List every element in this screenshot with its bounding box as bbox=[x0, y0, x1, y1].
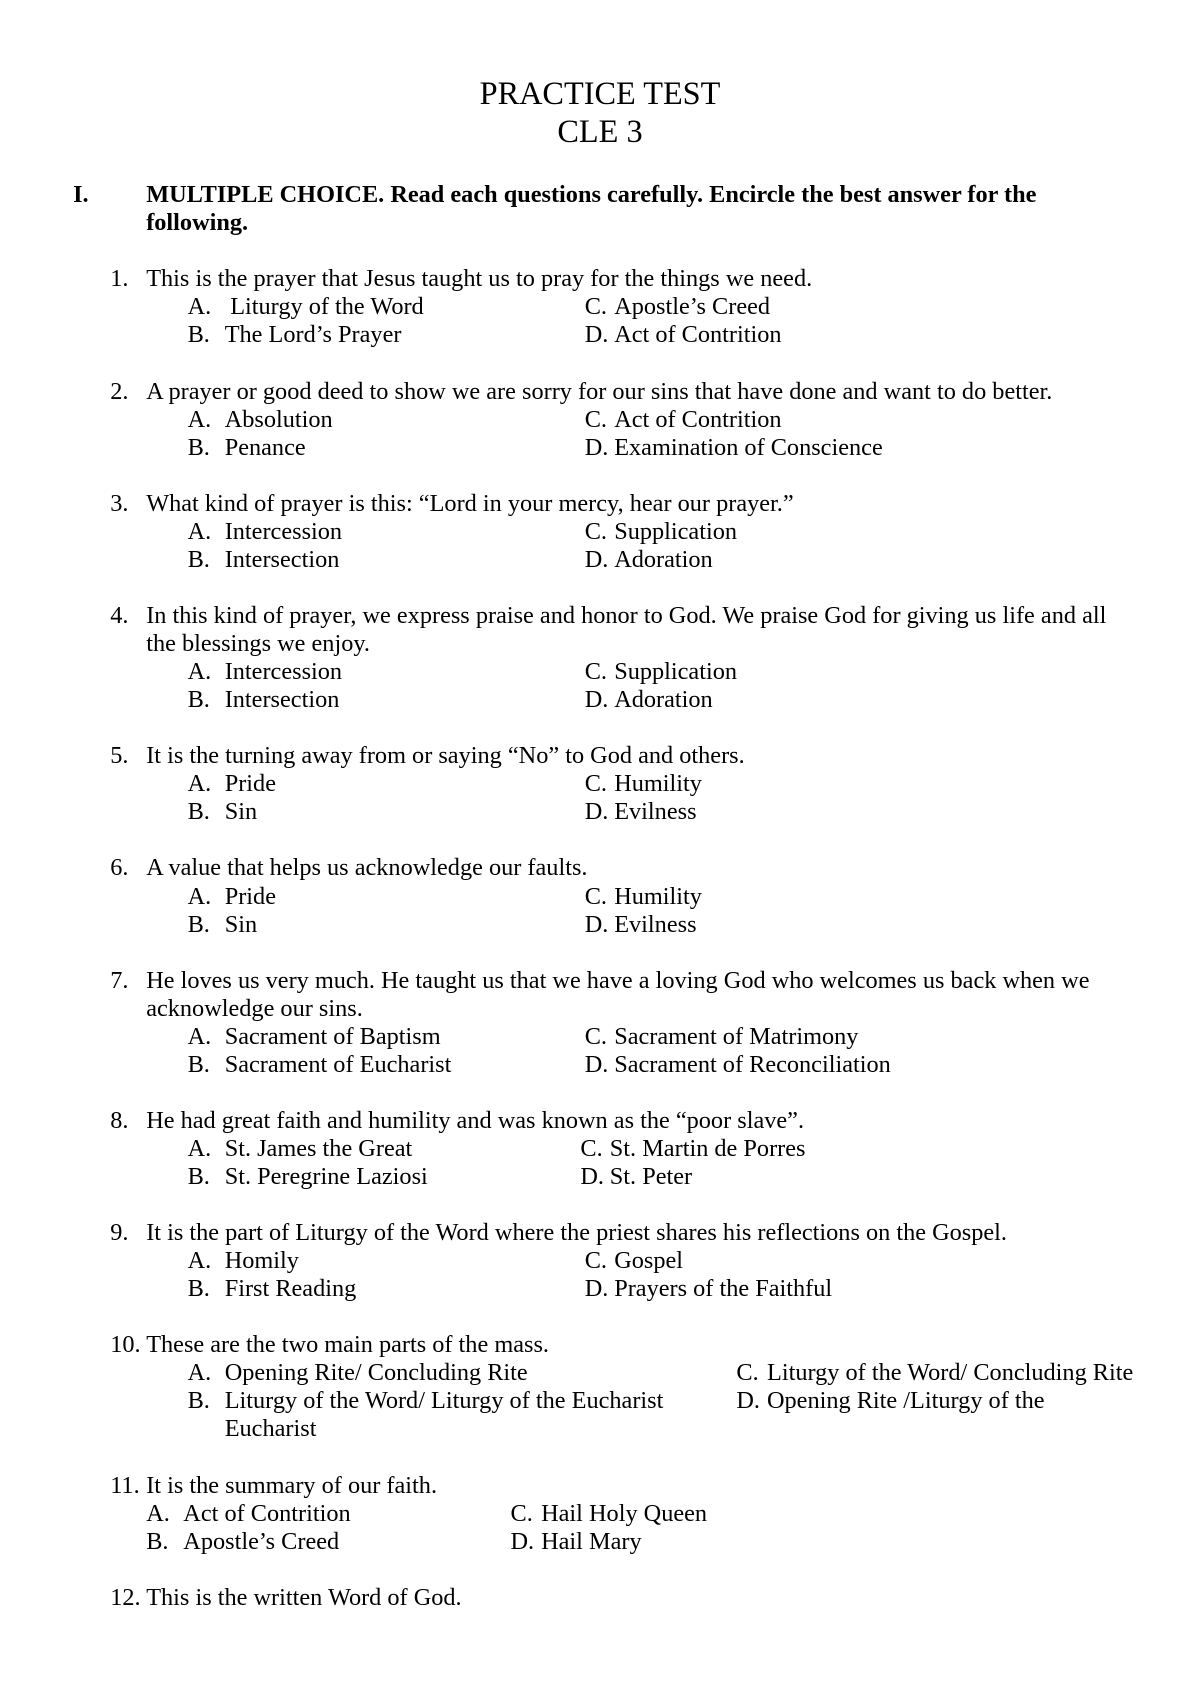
option-b-text: Apostle’s Creed bbox=[183, 1527, 340, 1555]
options-row bbox=[0, 1247, 1200, 1275]
option-a-text: Pride bbox=[224, 770, 276, 798]
option-d-letter: D. bbox=[580, 1163, 605, 1191]
option-a-letter: A. bbox=[187, 1359, 212, 1387]
options-row bbox=[0, 518, 1200, 546]
options-row bbox=[0, 1387, 1100, 1443]
option-c-text: Sacrament of Matrimony bbox=[614, 1022, 859, 1050]
options-row bbox=[0, 658, 1200, 686]
options-row bbox=[0, 1051, 1200, 1079]
option-c-letter: C. bbox=[580, 1134, 603, 1162]
option-a-letter: A. bbox=[187, 293, 212, 321]
option-c-letter: C. bbox=[584, 405, 607, 433]
question-prompt bbox=[0, 265, 1125, 293]
option-d-text: Hail Mary bbox=[541, 1527, 642, 1555]
option-b-letter: B. bbox=[187, 1275, 210, 1303]
question-2 bbox=[0, 378, 1200, 462]
question-11 bbox=[0, 1472, 1200, 1556]
question-number: 12. bbox=[110, 1583, 141, 1611]
option-c-text: Supplication bbox=[614, 658, 738, 686]
question-number: 4. bbox=[110, 601, 129, 629]
section-heading bbox=[0, 181, 1125, 237]
option-b-text: St. Peregrine Laziosi bbox=[224, 1163, 428, 1191]
option-a-text: Liturgy of the Word bbox=[230, 293, 424, 321]
option-d-letter: D. bbox=[584, 545, 609, 573]
option-d-letter: D. bbox=[584, 686, 609, 714]
option-c-text: Act of Contrition bbox=[614, 405, 782, 433]
option-d-letter: D. bbox=[584, 1275, 609, 1303]
option-d-letter: D. bbox=[584, 321, 609, 349]
question-9 bbox=[0, 1219, 1200, 1303]
option-b-text: Sin bbox=[224, 798, 258, 826]
options-row bbox=[0, 321, 1200, 349]
option-b-text: Liturgy of the Word/ Liturgy of the Eucharist bbox=[224, 1387, 664, 1415]
question-text: This is the prayer that Jesus taught us to pray for the things we need. bbox=[146, 265, 813, 293]
question-number: 7. bbox=[110, 966, 129, 994]
question-number: 5. bbox=[110, 742, 129, 770]
question-10 bbox=[0, 1331, 1200, 1443]
option-d-text: Prayers of the Faithful bbox=[614, 1275, 833, 1303]
question-text: A value that helps us acknowledge our faults. bbox=[146, 854, 588, 882]
question-text: A prayer or good deed to show we are sorry for our sins that have done and want to do better. bbox=[146, 377, 1053, 405]
option-a-text: Pride bbox=[224, 882, 276, 910]
options-row bbox=[0, 1135, 1200, 1163]
option-a-letter: A. bbox=[187, 517, 212, 545]
option-b-text: Intersection bbox=[224, 686, 340, 714]
option-a-text: Act of Contrition bbox=[183, 1499, 351, 1527]
option-b-letter: B. bbox=[187, 321, 210, 349]
option-d-text: Adoration bbox=[614, 686, 713, 714]
option-b-letter: B. bbox=[187, 545, 210, 573]
option-a-text: Absolution bbox=[224, 405, 333, 433]
question-prompt bbox=[0, 1472, 1125, 1500]
option-d-text: Evilness bbox=[614, 798, 697, 826]
question-text: These are the two main parts of the mass. bbox=[146, 1331, 549, 1359]
option-d-letter: D. bbox=[584, 1050, 609, 1078]
option-d-text: Evilness bbox=[614, 910, 697, 938]
question-4 bbox=[0, 602, 1200, 714]
option-d-letter: D. bbox=[584, 910, 609, 938]
option-c-text: Apostle’s Creed bbox=[614, 293, 771, 321]
option-c-letter: C. bbox=[510, 1499, 533, 1527]
option-a-text: St. James the Great bbox=[224, 1134, 413, 1162]
option-b-letter: B. bbox=[187, 1050, 210, 1078]
question-number: 6. bbox=[110, 854, 129, 882]
question-8 bbox=[0, 1107, 1200, 1191]
question-prompt bbox=[0, 1107, 1125, 1135]
options-row bbox=[0, 1528, 1200, 1556]
option-d-text: Opening Rite /Liturgy of the Eucharist bbox=[224, 1387, 1045, 1443]
test-content bbox=[0, 181, 1200, 1612]
question-prompt bbox=[0, 1584, 1125, 1612]
section-instructions: MULTIPLE CHOICE. Read each questions carefully. Encircle the best answer for the following. bbox=[146, 181, 1037, 237]
option-c-letter: C. bbox=[584, 1247, 607, 1275]
question-12 bbox=[0, 1584, 1200, 1612]
option-a-text: Sacrament of Baptism bbox=[224, 1022, 441, 1050]
options-row bbox=[0, 1275, 1200, 1303]
question-prompt bbox=[0, 742, 1125, 770]
options-row bbox=[0, 1359, 1200, 1387]
option-c-letter: C. bbox=[584, 882, 607, 910]
question-prompt bbox=[0, 854, 1125, 882]
question-7 bbox=[0, 967, 1200, 1079]
option-a-letter: A. bbox=[187, 1134, 212, 1162]
options-row bbox=[0, 293, 1200, 321]
option-c-text: Humility bbox=[614, 882, 702, 910]
option-c-text: Supplication bbox=[614, 517, 738, 545]
option-a-letter: A. bbox=[187, 1022, 212, 1050]
option-d-text: Act of Contrition bbox=[614, 321, 782, 349]
option-c-letter: C. bbox=[584, 293, 607, 321]
option-d-text: Adoration bbox=[614, 545, 713, 573]
option-b-text: Sacrament of Eucharist bbox=[224, 1050, 452, 1078]
question-number: 3. bbox=[110, 489, 129, 517]
option-a-letter: A. bbox=[187, 770, 212, 798]
question-number: 1. bbox=[110, 265, 129, 293]
option-d-letter: D. bbox=[510, 1527, 535, 1555]
options-row bbox=[0, 1023, 1200, 1051]
question-3 bbox=[0, 490, 1200, 574]
question-number: 2. bbox=[110, 377, 129, 405]
option-c-text: Hail Holy Queen bbox=[541, 1499, 708, 1527]
option-b-text: Intersection bbox=[224, 545, 340, 573]
option-c-text: Humility bbox=[614, 770, 702, 798]
option-a-text: Intercession bbox=[224, 517, 343, 545]
option-d-text: Examination of Conscience bbox=[614, 433, 883, 461]
question-number: 9. bbox=[110, 1219, 129, 1247]
question-prompt bbox=[0, 1219, 1125, 1247]
question-text: This is the written Word of God. bbox=[146, 1583, 462, 1611]
option-c-letter: C. bbox=[736, 1359, 759, 1387]
option-a-text: Opening Rite/ Concluding Rite bbox=[224, 1359, 528, 1387]
option-a-letter: A. bbox=[187, 658, 212, 686]
options-row bbox=[0, 883, 1200, 911]
option-c-letter: C. bbox=[584, 770, 607, 798]
question-6 bbox=[0, 854, 1200, 938]
option-d-text: St. Peter bbox=[609, 1163, 693, 1191]
option-b-letter: B. bbox=[187, 433, 210, 461]
question-number: 10. bbox=[110, 1331, 141, 1359]
option-c-letter: C. bbox=[584, 658, 607, 686]
question-text: It is the part of Liturgy of the Word where the priest shares his reflections on the Gospel. bbox=[146, 1219, 1008, 1247]
option-d-letter: D. bbox=[736, 1387, 760, 1415]
page-title: PRACTICE TEST bbox=[479, 74, 721, 111]
question-number: 8. bbox=[110, 1106, 129, 1134]
options-row bbox=[0, 911, 1200, 939]
question-text: It is the summary of our faith. bbox=[146, 1471, 438, 1499]
option-b-letter: B. bbox=[146, 1527, 169, 1555]
option-a-letter: A. bbox=[146, 1499, 170, 1527]
options-row bbox=[0, 406, 1200, 434]
option-c-letter: C. bbox=[584, 1022, 607, 1050]
option-c-text: St. Martin de Porres bbox=[609, 1134, 806, 1162]
question-text: It is the turning away from or saying “No” to God and others. bbox=[146, 742, 745, 770]
option-b-letter: B. bbox=[187, 910, 210, 938]
option-b-letter: B. bbox=[187, 1387, 210, 1415]
option-b-text: Sin bbox=[224, 910, 258, 938]
options-row bbox=[0, 434, 1200, 462]
question-number: 11. bbox=[110, 1471, 140, 1499]
question-text: In this kind of prayer, we express praise and honor to God. We praise God for giving us life and all the blessings we enjoy. bbox=[146, 601, 1107, 658]
question-1 bbox=[0, 265, 1200, 349]
question-prompt bbox=[0, 967, 1125, 1023]
option-c-text: Gospel bbox=[614, 1247, 684, 1275]
option-b-letter: B. bbox=[187, 798, 210, 826]
option-d-letter: D. bbox=[584, 433, 609, 461]
document-header bbox=[0, 74, 1200, 150]
option-b-text: First Reading bbox=[224, 1275, 357, 1303]
option-a-letter: A. bbox=[187, 405, 212, 433]
question-text: He had great faith and humility and was known as the “poor slave”. bbox=[146, 1106, 805, 1134]
question-prompt bbox=[0, 1331, 1125, 1359]
options-row bbox=[0, 1163, 1200, 1191]
option-b-letter: B. bbox=[187, 686, 210, 714]
options-row bbox=[0, 798, 1200, 826]
option-b-text: The Lord’s Prayer bbox=[224, 321, 402, 349]
option-b-text: Penance bbox=[224, 433, 306, 461]
option-c-text: Liturgy of the Word/ Concluding Rite bbox=[767, 1359, 1134, 1387]
question-prompt bbox=[0, 602, 1125, 658]
option-b-letter: B. bbox=[187, 1163, 210, 1191]
options-row bbox=[0, 546, 1200, 574]
option-d-letter: D. bbox=[584, 798, 609, 826]
option-a-letter: A. bbox=[187, 882, 212, 910]
options-row bbox=[0, 686, 1200, 714]
question-5 bbox=[0, 742, 1200, 826]
option-a-letter: A. bbox=[187, 1247, 212, 1275]
option-d-text: Sacrament of Reconciliation bbox=[614, 1050, 891, 1078]
options-row bbox=[0, 1500, 1200, 1528]
page-subtitle: CLE 3 bbox=[557, 113, 643, 149]
question-prompt bbox=[0, 490, 1125, 518]
option-a-text: Homily bbox=[224, 1247, 299, 1275]
options-row bbox=[0, 770, 1200, 798]
option-a-text: Intercession bbox=[224, 658, 343, 686]
question-text: He loves us very much. He taught us that we have a loving God who welcomes us back when we acknowledge our sins. bbox=[146, 966, 1090, 1022]
question-prompt bbox=[0, 378, 1125, 406]
option-c-letter: C. bbox=[584, 517, 607, 545]
question-text: What kind of prayer is this: “Lord in your mercy, hear our prayer.” bbox=[146, 489, 794, 517]
section-number: I. bbox=[73, 181, 89, 209]
